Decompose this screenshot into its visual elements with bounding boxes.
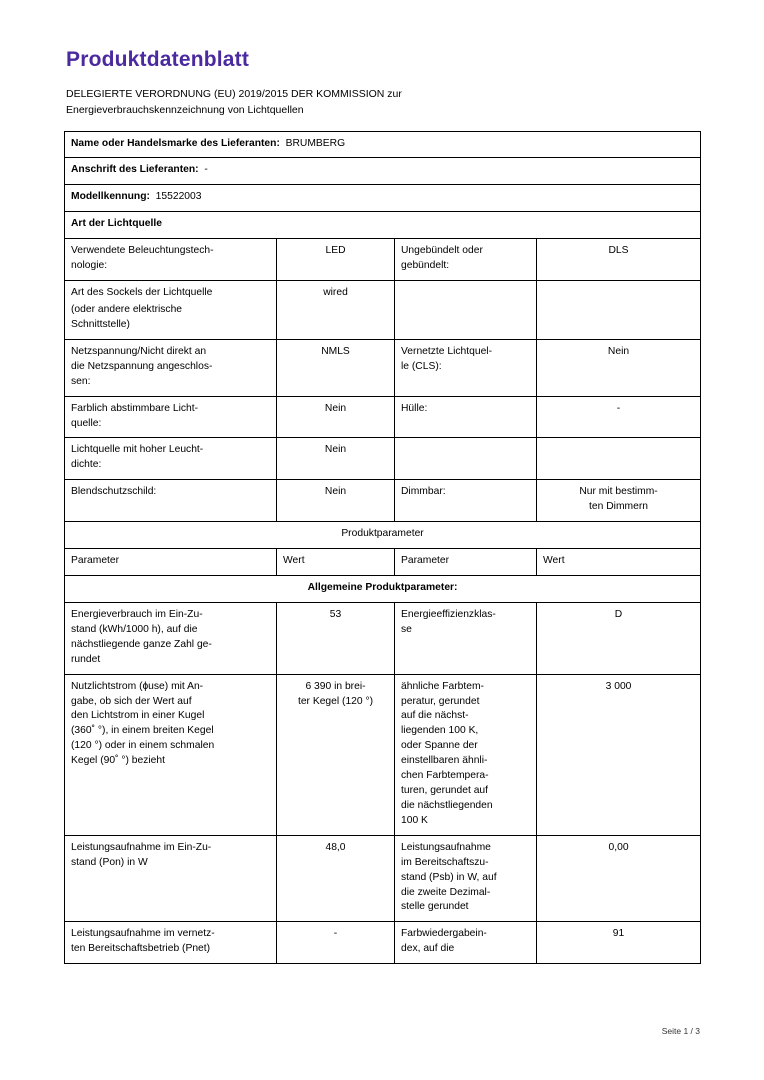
table-row [65,835,701,922]
cell-energy-consumption-value: 53 [277,602,395,674]
cell-empty-label [395,438,537,480]
line: Leistungsaufnahme [401,841,491,853]
line [401,942,530,957]
table-row-section-general-parameters [65,575,701,602]
cell-high-luminance-label [65,438,277,480]
line: Schnittstelle) [71,318,130,330]
cell-color-temperature-label [395,674,537,835]
model-value: 15522003 [155,191,202,203]
table-row [65,438,701,480]
line [71,303,270,318]
table-row-supplier-name [65,131,701,158]
cell-empty-value [537,281,701,340]
line: ten Dimmern [589,501,648,513]
cell-dimmable-value [537,480,701,522]
line: nologie: [71,260,108,272]
line: Nur mit bestimm- [579,486,658,498]
page-title: Produktdatenblatt [66,48,250,71]
model-cell [65,185,701,212]
line: Energieverbrauch im Ein-Zu- [71,608,203,620]
cell-envelope-label: Hülle: [395,396,537,438]
header-value-2: Wert [537,549,701,576]
regulation-intro-line-2: Energieverbrauchskennzeichnung von Lichtquellen [66,104,304,117]
page-footer: Seite 1 / 3 [661,1026,700,1036]
table-row [65,922,701,964]
cell-high-luminance-value: Nein [277,438,395,480]
line: (360˚ °), in einem breiten Kegel [71,725,214,737]
header-parameter-1: Parameter [65,549,277,576]
supplier-name-value: BRUMBERG [285,137,346,149]
cell-energy-consumption-label [65,602,277,674]
line: Netzspannung/Nicht direkt an [71,345,207,357]
cell-power-on-label [65,835,277,922]
line: stand (Pon) in W [71,856,148,868]
line: Farbwiedergabein- [401,928,487,940]
line: gebündelt: [401,260,450,272]
line: im Bereitschaftszu- [401,856,489,868]
table-row-section-product-parameters [65,522,701,549]
line: (120 °) oder in einem schmalen [71,740,215,752]
section-heading-product-parameters: Produktparameter [65,522,701,549]
line: quelle: [71,417,102,429]
line: ten Bereitschaftsbetrieb (Pnet) [71,943,211,955]
line: le (CLS): [401,360,442,372]
datasheet-table [64,131,701,965]
line: die Netzspannung angeschlos- [71,360,213,372]
table-header-row [65,549,701,576]
line: Lichtquelle mit hoher Leucht- [71,444,204,456]
section-heading-general-parameters: Allgemeine Produktparameter: [65,575,701,602]
cell-empty-value [537,438,701,480]
table-row [65,480,701,522]
line: einstellbaren ähnli- [401,755,488,767]
supplier-address-label: Anschrift des Lieferanten: [71,164,199,176]
line-text: Farblich abstimmbare Licht- [71,402,199,414]
table-row [65,239,701,281]
line: stand (kWh/1000 h), auf die [71,623,198,635]
supplier-address-cell [65,158,701,185]
table-row [65,339,701,396]
cell-useful-luminous-flux-value [277,674,395,835]
line: die nächstliegenden [401,799,493,811]
line: se [401,623,412,635]
cell-cls-value: Nein [537,339,701,396]
line [71,695,270,710]
supplier-address-value: - [204,164,208,176]
line: rundet [71,653,101,665]
table-row-model [65,185,701,212]
line: Kegel (90˚ °) bezieht [71,755,165,767]
cell-empty-label [395,281,537,340]
cell-power-networked-standby-label [65,922,277,964]
line-text: dex, auf die [401,943,455,955]
section-heading-light-source-type: Art der Lichtquelle [65,212,701,239]
line-text: gabe, ob sich der Wert auf [71,695,192,707]
line: nächstliegende ganze Zahl ge- [71,638,212,650]
cell-envelope-value: - [537,396,701,438]
cell-mains-value: NMLS [277,339,395,396]
cell-color-tunable-label [65,396,277,438]
cell-antiglare-value: Nein [277,480,395,522]
table-row-supplier-address [65,158,701,185]
regulation-intro [66,86,700,119]
line: Nutzlichtstrom (ɸuse) mit An- [71,680,204,692]
cell-cri-value: 91 [537,922,701,964]
header-parameter-2: Parameter [395,549,537,576]
table-row [65,602,701,674]
table-row [65,674,701,835]
line: turen, gerundet auf [401,785,489,797]
line: stelle gerundet [401,901,469,913]
table-row-section-light-source-type [65,212,701,239]
cell-antiglare-label: Blendschutzschild: [65,480,277,522]
regulation-intro-line-1: DELEGIERTE VERORDNUNG (EU) 2019/2015 DER KOMMISSION zur [66,88,402,100]
line: 6 390 in brei- [305,680,366,692]
cell-directional-value: DLS [537,239,701,281]
line: Leistungsaufnahme im Ein-Zu- [71,841,212,853]
table-row [65,396,701,438]
line: Ungebündelt oder [401,245,483,257]
model-label: Modellkennung: [71,191,150,203]
line: Leistungsaufnahme im vernetz- [71,928,215,940]
line: sen: [71,375,91,387]
cell-power-standby-value: 0,00 [537,835,701,922]
line: Verwendete Beleuchtungstech- [71,245,214,257]
cell-socket-label [65,281,277,340]
cell-directional-label [395,239,537,281]
cell-cls-label [395,339,537,396]
line: oder Spanne der [401,740,478,752]
cell-color-tunable-value: Nein [277,396,395,438]
supplier-name-cell [65,131,701,158]
cell-dimmable-label: Dimmbar: [395,480,537,522]
cell-technology-label [65,239,277,281]
line-text: (oder andere elektrische [71,303,183,315]
line [71,402,270,417]
line: 100 K [401,814,428,826]
line: ähnliche Farbtem- [401,680,484,692]
line: Art des Sockels der Lichtquelle [71,287,213,299]
cell-power-networked-standby-value: - [277,922,395,964]
table-row [65,281,701,340]
header-value-1: Wert [277,549,395,576]
line: stand (Psb) in W, auf [401,871,497,883]
line: ter Kegel (120 °) [297,695,374,707]
line: dichte: [71,459,102,471]
line: chen Farbtempera- [401,770,489,782]
cell-color-temperature-value: 3 000 [537,674,701,835]
cell-power-standby-label [395,835,537,922]
line: Energieeffizienzklas- [401,608,496,620]
cell-technology-value: LED [277,239,395,281]
cell-socket-value: wired [277,281,395,340]
supplier-name-label: Name oder Handelsmarke des Lieferanten: [71,137,280,149]
line: Vernetzte Lichtquel- [401,345,493,357]
cell-energy-class-label [395,602,537,674]
line: peratur, gerundet [401,695,480,707]
cell-cri-label [395,922,537,964]
line: auf die nächst- [401,710,469,722]
cell-energy-class-value: D [537,602,701,674]
line: den Lichtstrom in einer Kugel [71,710,205,722]
cell-mains-label [65,339,277,396]
line: liegenden 100 K, [401,725,479,737]
line: die zweite Dezimal- [401,886,491,898]
cell-power-on-value: 48,0 [277,835,395,922]
cell-useful-luminous-flux-label [65,674,277,835]
